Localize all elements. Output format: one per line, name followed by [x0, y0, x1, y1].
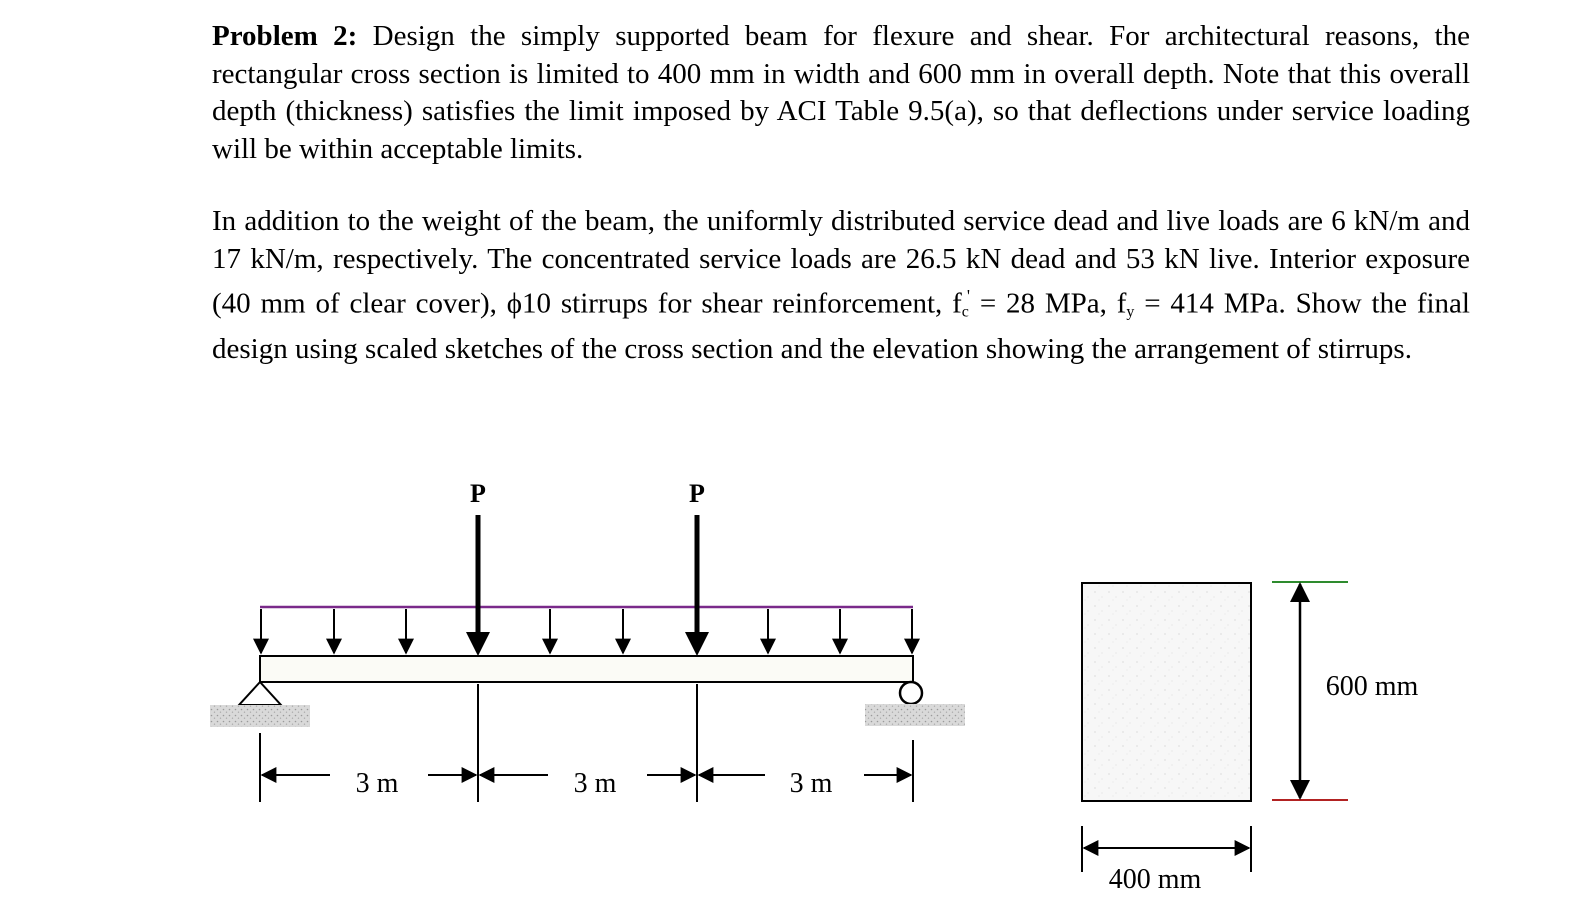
- span-label-1: 3 m: [355, 768, 399, 799]
- fc-subscript: c: [961, 303, 969, 321]
- fc-prime: ': [966, 286, 970, 306]
- udl-arrows: [261, 609, 912, 653]
- load-label-2: P: [689, 479, 705, 508]
- problem-text-2b: = 28 MPa, f: [970, 287, 1127, 320]
- beam-elevation: [260, 656, 913, 682]
- problem-text-2c: = 414 MPa. Show the final design using scaled sketches of the cross section and the elevation showing the arrangement of stirrups.: [212, 287, 1470, 365]
- load-label-1: P: [470, 479, 486, 508]
- cross-section: [1082, 583, 1251, 801]
- problem-text-1: Design the simply supported beam for flexure and shear. For architectural reasons, the rectangular cross section is limited to 400 mm in width and 600 mm in overall depth. Note that this overall depth (thickness) satisfies the limit imposed by ACI Table 9.5(a), so that deflections under service loading will be within acceptable limits.: [212, 20, 1470, 165]
- span-label-2: 3 m: [573, 768, 617, 799]
- width-label: 400 mm: [1108, 864, 1202, 895]
- depth-label: 600 mm: [1325, 671, 1419, 702]
- span-label-3: 3 m: [789, 768, 833, 799]
- point-load-2: [685, 515, 709, 656]
- point-load-1: [466, 515, 490, 656]
- roller-support: [865, 682, 965, 726]
- fy-subscript: y: [1126, 303, 1135, 321]
- problem-text-2a: In addition to the weight of the beam, the uniformly distributed service dead and live loads are 6 kN/m and 17 kN/m, respectively. The concentrated service loads are 26.5 kN dead and 53 kN live. Interior exposure (40 mm of clear cover), ϕ10 stirrups for shear reinforcement, f: [212, 205, 1470, 320]
- problem-label: Problem 2:: [212, 20, 358, 52]
- pin-support: [210, 682, 310, 727]
